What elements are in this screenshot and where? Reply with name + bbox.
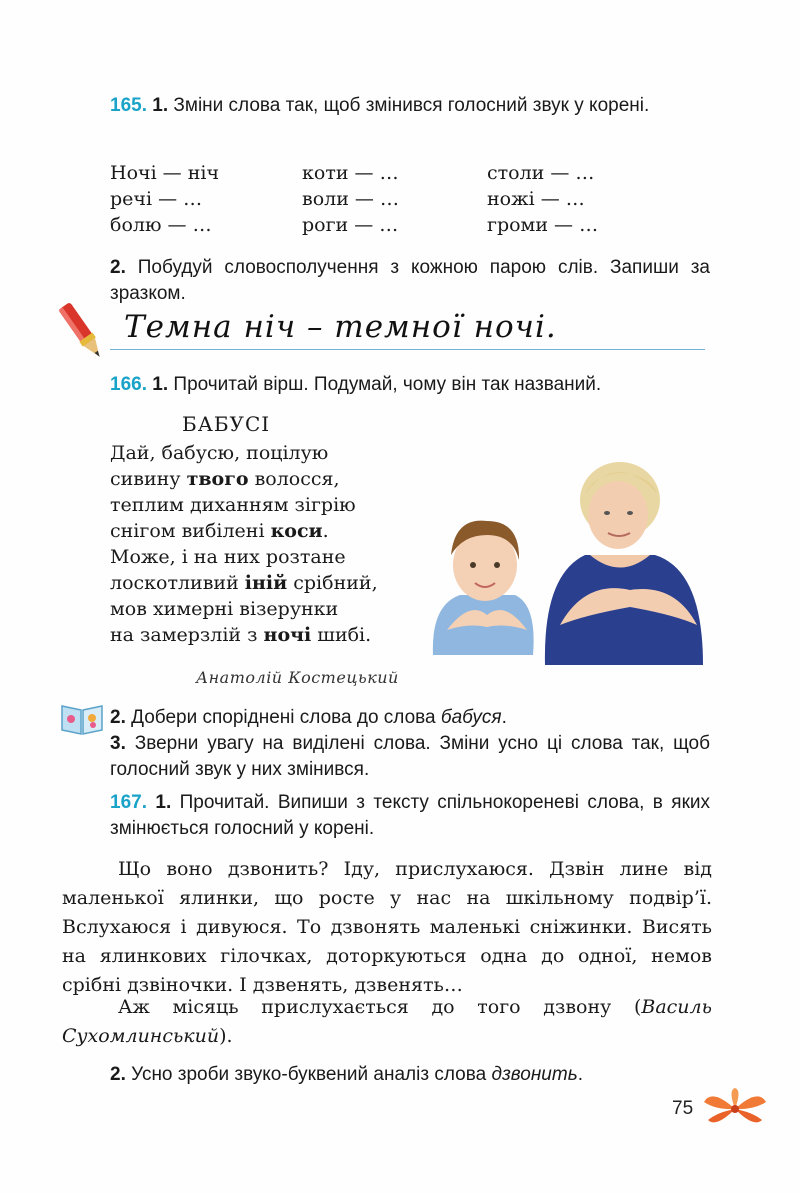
ex165-task1 — [110, 93, 710, 119]
ex166-task3-text: Зверни увагу на виділені слова. Зміни усно ці слова так, щоб голосний звук у них змінився. — [110, 733, 710, 780]
ex165-task1-number: 1. — [152, 95, 169, 116]
poem-author: Анатолій Костецький — [196, 668, 399, 687]
ex166-task3 — [110, 731, 710, 783]
ex165-task2-number: 2. — [110, 257, 126, 278]
ex166-task2: 2. Добери споріднені слова до слова бабуся. — [110, 707, 507, 728]
poem-line: Дай, бабусю, поцілую — [110, 442, 329, 464]
ex167-task1 — [110, 790, 710, 842]
poem-line: снігом вибілені коси. — [110, 520, 329, 542]
ex167-task1-text: Прочитай. Випиши з тексту спільнокореневі слова, в яких змінюється голосний у корені. — [110, 792, 710, 839]
highlighted-word: іній — [244, 572, 288, 594]
ex166-task2-text: Добери споріднені слова до слова — [131, 707, 441, 728]
ex167-paragraph2: Аж місяць прислухається до того дзвону (Василь Сухомлинський). — [62, 996, 712, 1047]
text-author: Василь Сухомлинський — [62, 996, 712, 1047]
ex166-task1-number: 1. — [152, 374, 169, 395]
handwriting-sample — [110, 305, 710, 353]
word-cell: столи — … — [487, 162, 595, 184]
word-cell: громи — … — [487, 214, 599, 236]
ex166-task3-number: 3. — [110, 733, 126, 754]
ex166-number: 166. — [110, 374, 147, 395]
ex167-task2-text: Усно зроби звуко-буквений аналіз слова — [131, 1064, 492, 1085]
ex165-task2-text: Побудуй словосполучення з кожною парою слів. Запиши за зразком. — [110, 257, 710, 304]
ex167-task2-number: 2. — [110, 1064, 126, 1085]
poem-line: теплим диханням зігрію — [110, 494, 356, 516]
grandmother-child-illustration — [425, 455, 715, 665]
ex166-task1 — [110, 372, 720, 398]
highlighted-word: твого — [186, 468, 249, 490]
word-cell: ножі — … — [487, 188, 585, 210]
ex165-task2 — [110, 255, 710, 307]
word-cell: воли — … — [302, 188, 399, 210]
poem — [110, 440, 440, 648]
page-number: 75 — [672, 1098, 694, 1119]
poem-line: лоскотливий іній срібний, — [110, 572, 378, 594]
word-cell: Ночі — ніч — [110, 162, 220, 184]
poem-line: сивину твого волосся, — [110, 468, 340, 490]
ex167-task2: 2. Усно зроби звуко-буквений аналіз слова дзвонить. — [110, 1064, 583, 1085]
highlighted-word: коси — [270, 520, 323, 542]
book-icon — [60, 702, 104, 736]
ex167-task1-number: 1. — [155, 792, 172, 813]
handwriting-text: Темна ніч – темної ночі. — [124, 309, 557, 345]
word-cell: коти — … — [302, 162, 399, 184]
poem-line: на замерзлій з ночі шибі. — [110, 624, 372, 646]
poem-line: Може, і на них розтане — [110, 546, 346, 568]
word-cell: роги — … — [302, 214, 399, 236]
ex167-number: 167. — [110, 792, 147, 813]
ex165-task1-text: Зміни слова так, щоб змінився голосний звук у корені. — [173, 95, 650, 116]
ex166-task2-word: бабуся — [440, 707, 502, 728]
writing-rule — [110, 349, 705, 350]
poem-line: мов химерні візерунки — [110, 598, 339, 620]
ex167-paragraph1: Що воно дзвонить? Іду, прислухаюся. Дзвін лине від маленької ялинки, що росте у нас на шкільному подвір’ї. Вслухаюся і дивуюся. То дзвонять маленькі сніжинки. Висять на ялинкових гілочках, доторкуються одна до одної, немов срібні дзвіночки. І дзвенять, дзвенять… — [62, 858, 712, 996]
ex166-task2-number: 2. — [110, 707, 126, 728]
flower-icon — [702, 1088, 768, 1130]
ex165-number: 165. — [110, 95, 147, 116]
poem-title: БАБУСІ — [182, 412, 271, 436]
highlighted-word: ночі — [263, 624, 312, 646]
word-cell: болю — … — [110, 214, 212, 236]
ex167-task2-word: дзвонить — [491, 1064, 578, 1085]
ex166-task1-text: Прочитай вірш. Подумай, чому він так названий. — [173, 374, 602, 395]
pen-icon — [58, 298, 108, 368]
word-cell: речі — … — [110, 188, 203, 210]
